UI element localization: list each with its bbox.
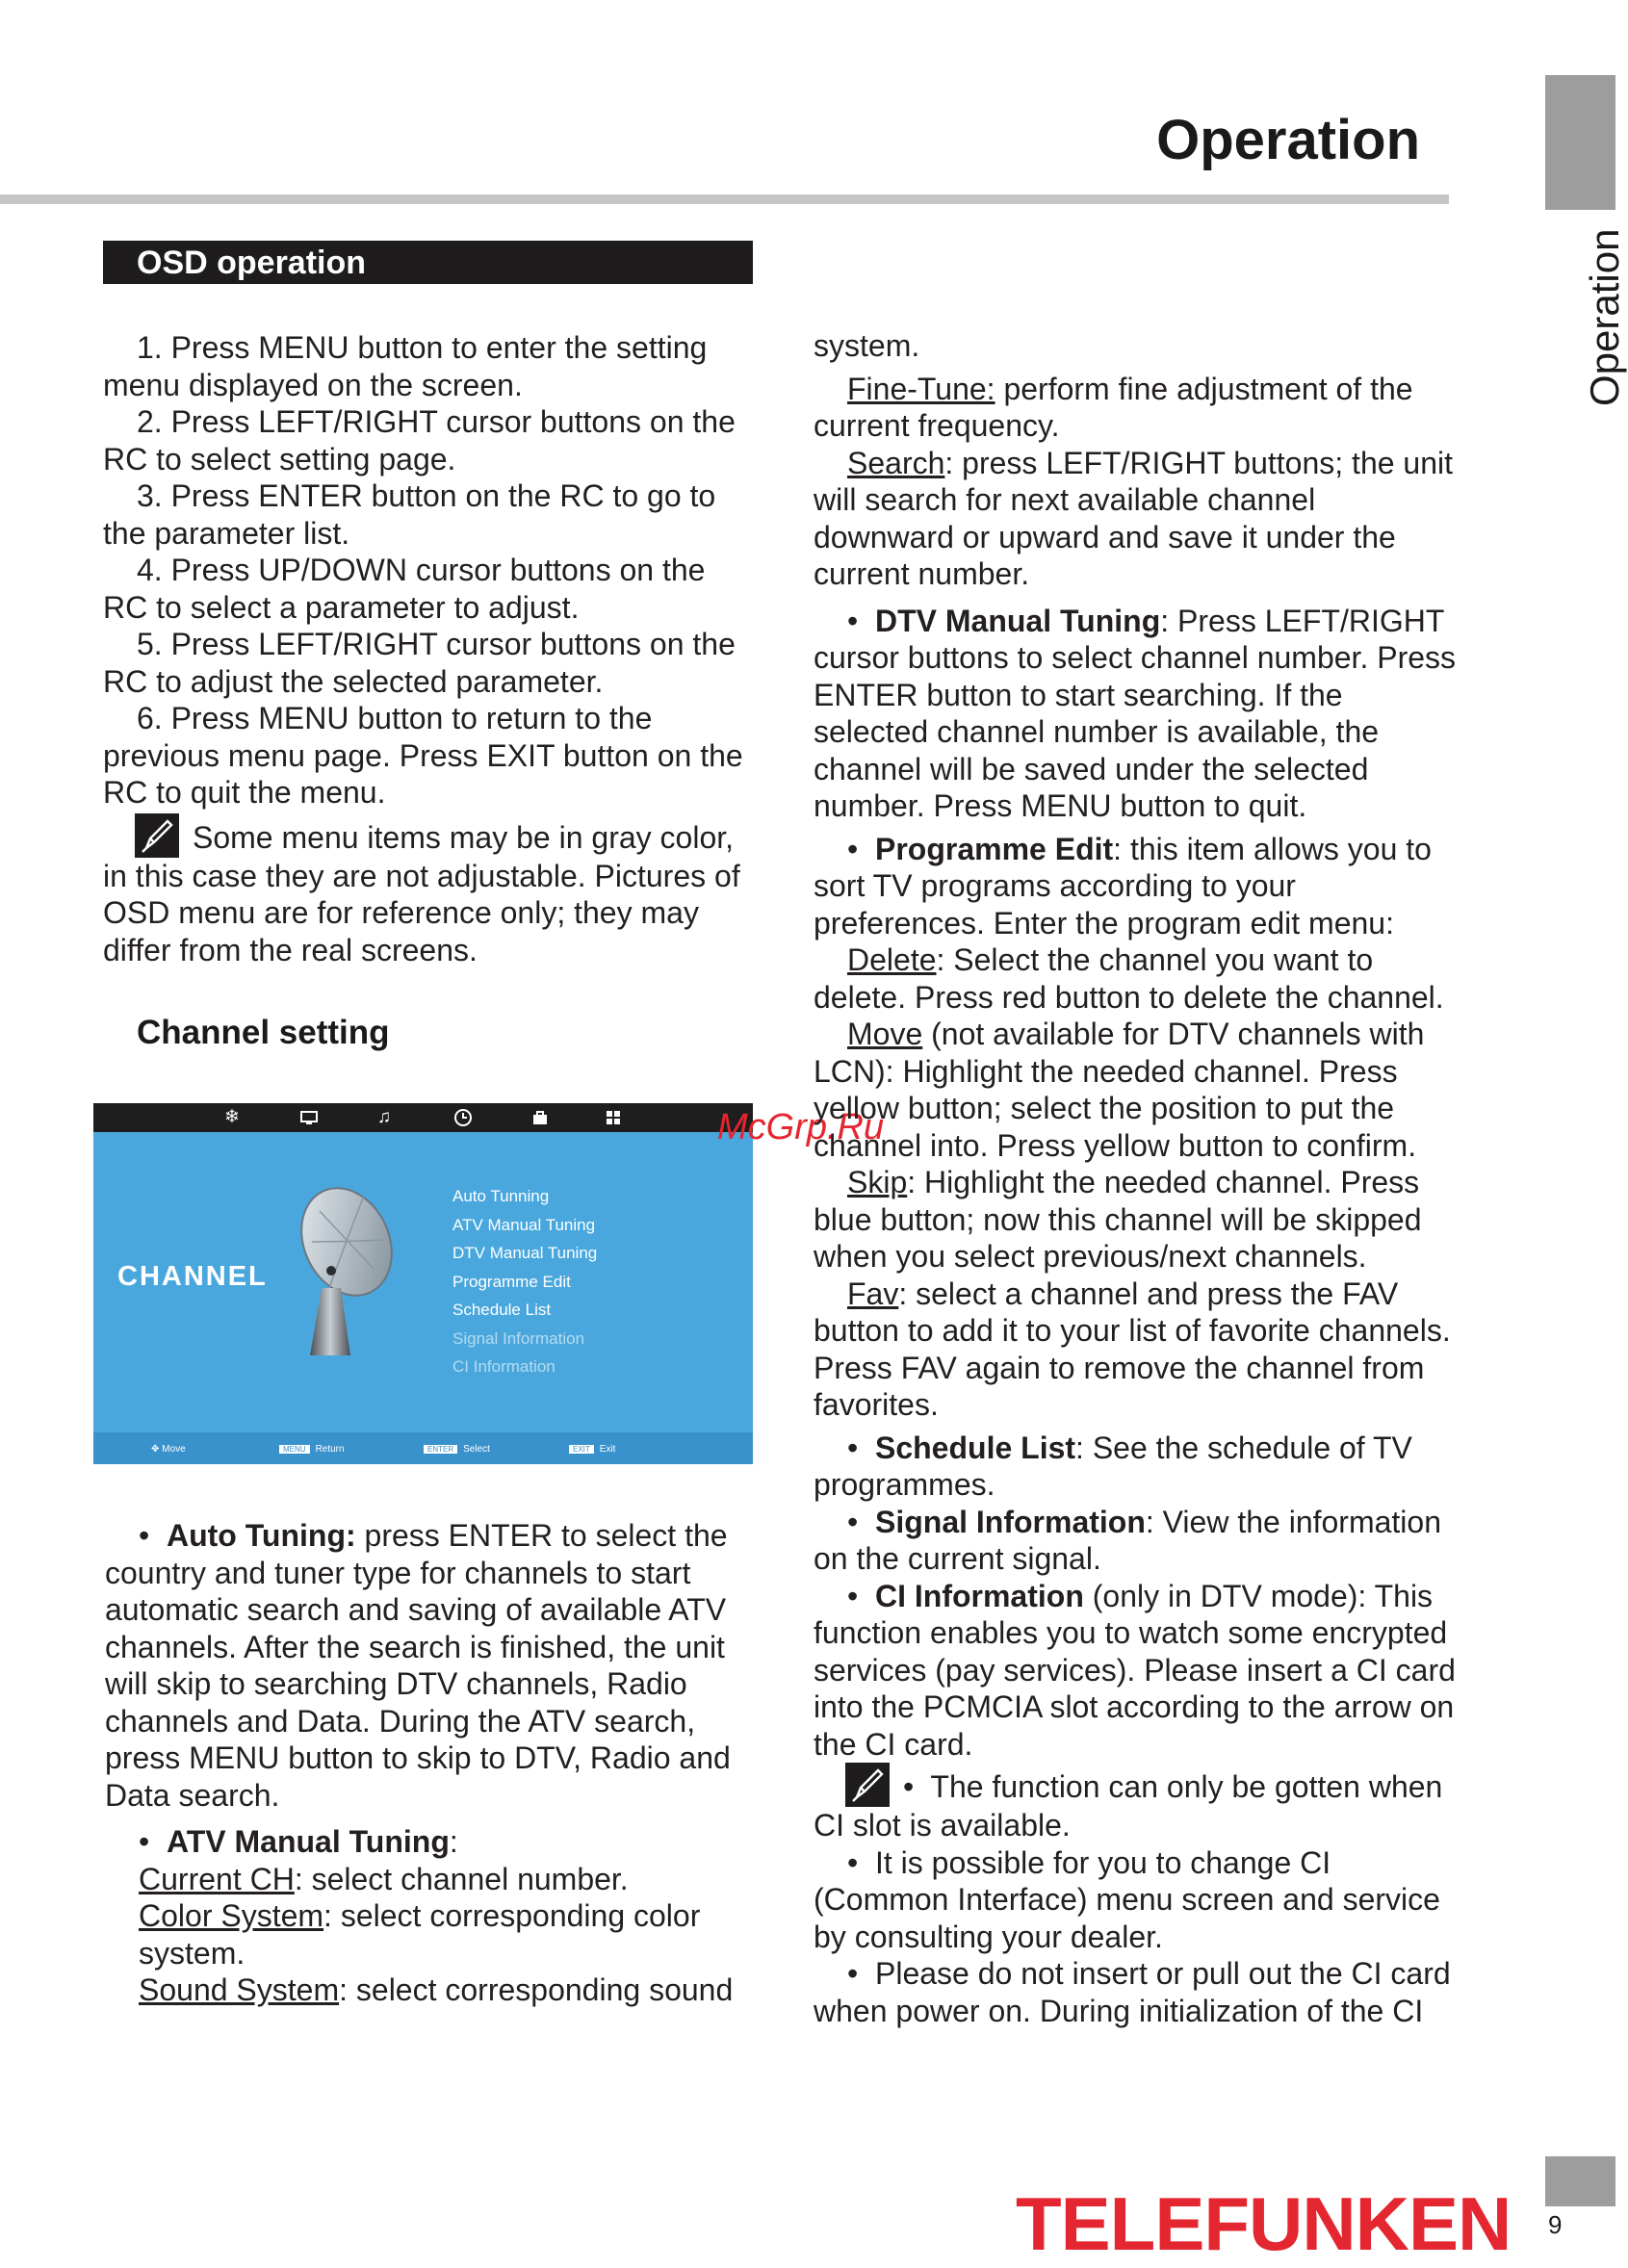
step-6: 6. Press MENU button to return to the previous menu page. Press EXIT button on the RC to quit the menu. — [103, 701, 743, 810]
osd-menu-item[interactable]: Schedule List — [452, 1301, 552, 1319]
search-item: Search: press LEFT/RIGHT buttons; the unit will search for next available channel downward or upward and save it under the current number. — [814, 445, 1454, 591]
system-continuation: system. — [814, 328, 920, 363]
osd-channel-label: CHANNEL — [117, 1261, 268, 1292]
delete-item: Delete: Select the channel you want to delete. Press red button to delete the channel. — [814, 942, 1444, 1015]
osd-menu-list — [452, 1182, 597, 1381]
note-1-text: Some menu items may be in gray color, in this case they are not adjustable. Pictures of OSD menu are for reference only; they may differ from the real screens. — [103, 819, 740, 967]
snowflake-icon: ❄ — [224, 1107, 240, 1127]
osd-steps — [103, 329, 758, 968]
header-rule — [0, 194, 1449, 204]
sound-system-item: Sound System: select corresponding sound — [139, 1972, 734, 2007]
section-title: OSD operation — [137, 245, 367, 281]
pencil-note-icon — [845, 1763, 890, 1807]
note-1 — [103, 813, 758, 969]
telefunken-logo: TELEFUNKEN — [1016, 2181, 1512, 2266]
osd-hint-return: MENU Return — [279, 1444, 345, 1455]
music-note-icon: ♫ — [376, 1107, 392, 1127]
step-4: 4. Press UP/DOWN cursor buttons on the RC to select a parameter to adjust. — [103, 553, 706, 625]
step-5: 5. Press LEFT/RIGHT cursor buttons on the RC to adjust the selected parameter. — [103, 627, 736, 699]
section-header — [103, 241, 753, 284]
briefcase-icon — [530, 1107, 551, 1128]
move-item: Move (not available for DTV channels with LCN): Highlight the needed channel. Press yellow button; select the position to put the channel into. Press yellow button to confirm. — [814, 1017, 1425, 1163]
note-ci-a: • The function can only be gotten when CI slot is available. — [814, 1763, 1463, 1844]
side-tab-block — [1545, 75, 1615, 210]
arrows-icon: ✥ — [151, 1444, 160, 1455]
grid-icon — [603, 1107, 624, 1128]
clock-icon — [452, 1107, 474, 1128]
step-2: 2. Press LEFT/RIGHT cursor buttons on the RC to select setting page. — [103, 404, 736, 477]
monitor-icon — [298, 1107, 320, 1128]
page-title: Operation — [1156, 109, 1420, 171]
satellite-dish-icon — [291, 1182, 406, 1365]
step-3: 3. Press ENTER button on the RC to go to the parameter list. — [103, 478, 716, 551]
osd-channel-screenshot — [93, 1103, 753, 1464]
step-1: 1. Press MENU button to enter the setting menu displayed on the screen. — [103, 330, 708, 402]
auto-tuning-item: • Auto Tuning: press ENTER to select the country and tuner type for channels to start automatic search and saving of available ATV channels. After the search is finished, the unit will skip to searching DTV channels, Radio channels and Data. During the ATV search, press MENU button to skip to DTV, Radio and Data search. — [105, 1518, 731, 1813]
right-column-text — [814, 327, 1463, 2029]
osd-menu-item: CI Information — [452, 1357, 556, 1376]
osd-top-bar — [93, 1103, 753, 1132]
dtv-manual-item: • DTV Manual Tuning: Press LEFT/RIGHT cursor buttons to select channel number. Press ENTER button to start searching. If the selected channel number is available, the channel will be saved under the selected number. Press MENU button to quit. — [814, 603, 1457, 823]
side-tab-label: Operation — [1582, 228, 1627, 406]
skip-item: Skip: Highlight the needed channel. Press blue button; now this channel will be skipped when you select previous/next channels. — [814, 1165, 1422, 1274]
current-ch-item: Current CH: select channel number. — [139, 1861, 629, 1896]
side-tab — [1536, 228, 1627, 414]
page-tab-block — [1545, 2156, 1615, 2206]
osd-hint-exit: EXIT Exit — [569, 1444, 615, 1455]
osd-menu-item[interactable]: Auto Tunning — [452, 1187, 550, 1205]
ci-info-item: • CI Information (only in DTV mode): This function enables you to watch some encrypted services (pay services). Please insert a CI card into the PCMCIA slot according to the arrow on the CI card. — [814, 1578, 1456, 1762]
osd-menu-item: Signal Information — [452, 1328, 585, 1348]
pencil-note-icon — [135, 813, 179, 858]
fav-item: Fav: select a channel and press the FAV button to add it to your list of favorite channels. Press FAV again to remove the channel from favorites. — [814, 1276, 1451, 1422]
watermark: McGrp.Ru — [717, 1107, 885, 1147]
osd-menu-item[interactable]: Programme Edit — [452, 1272, 571, 1291]
osd-bottom-bar — [93, 1432, 753, 1464]
atv-manual-item: • ATV Manual Tuning: — [139, 1824, 458, 1859]
channel-setting-heading: Channel setting — [137, 1014, 390, 1051]
osd-hint-select: ENTER Select — [424, 1444, 490, 1455]
osd-menu-item[interactable]: ATV Manual Tuning — [452, 1215, 596, 1234]
page-number: 9 — [1548, 2210, 1563, 2239]
osd-menu-item[interactable]: DTV Manual Tuning — [452, 1244, 598, 1262]
signal-info-item: • Signal Information: View the information on the current signal. — [814, 1504, 1441, 1576]
left-lower-text — [105, 1517, 755, 2009]
fine-tune-item: Fine-Tune: perform fine adjustment of the current frequency. — [814, 371, 1413, 443]
programme-edit-item: • Programme Edit: this item allows you to sort TV programs according to your preferences. Enter the program edit menu: — [814, 831, 1432, 941]
schedule-list-item: • Schedule List: See the schedule of TV programmes. — [814, 1430, 1412, 1502]
note-ci-c: • Please do not insert or pull out the CI card when power on. During initialization of the CI — [814, 1956, 1451, 2028]
note-ci-b: • It is possible for you to change CI (Common Interface) menu screen and service by consulting your dealer. — [814, 1844, 1440, 1954]
osd-hint-move: ✥ Move — [151, 1444, 186, 1455]
color-system-item: Color System: select corresponding color system. — [139, 1898, 701, 1971]
